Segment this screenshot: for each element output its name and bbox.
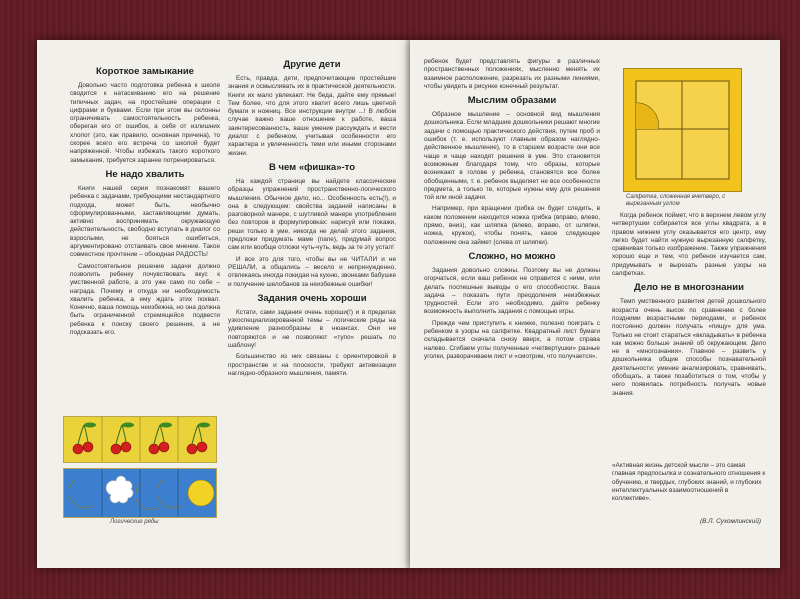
paragraph: Например, при вращении грибка он будет следить, в каком положении находится ножка грибка (вправо, влево, прямо, вниз), как шляпка (влево, вправо, от шляпки, ножка, кружок), чтобы понять, какое следующее положение она займет (слева от шляпки). — [424, 205, 600, 246]
right-column-2 — [612, 212, 766, 401]
paragraph: Самостоятельное решение задачи должно позволить ребенку почувствовать вкус к умственной работе, а это уже само по себе – награда. Почему и откуда ни необходимость хвалить ребенка, а ему ждать этих похвал. Конечно, ваша помощь неизбежна, но она должна быть ограниченной стремящейся подвести ребенка к поиску своего решения, а не подсказать его. — [70, 262, 220, 337]
paragraph: Когда ребенок поймет, что в верхнем левом углу четвертушки собирается все углы квадрата, а в правом нижнем углу оказывается его центр, ему легко будет найти нужную вырезанную салфетку, сравнивая только изображение. Также упражнения хорошо еще и тем, что ребенок изучается сам, придумывать и вырезать разные узоры на салфетках. — [612, 212, 766, 278]
heading-short-circuit: Короткое замыкание — [96, 66, 194, 77]
paragraph: ребенок будет представлять фигуры в различных пространственных положениях, мысленно менять их взаимное расположение, разрезать их разными линиями, чтобы увидеть в рисунке конечный результат. — [424, 58, 600, 90]
left-column-1 — [70, 62, 220, 340]
paragraph: На каждой странице вы найдете классические образцы упражнений пространственно-логического мышления. Обычное дело, но... Особенность есть(!), и она в следующем: свойства заданий написаны в разговорной манере, с шутливой манере употребления без повторов в формулировках: нарисуй или покажи, реши только в уме, никогда не делай этого задания, предложи придумать маме (папе), придумай вопрос сам или вообще отложи чуть-чуть, ведь за те эту устал! — [228, 177, 396, 252]
moon-icons — [64, 469, 216, 517]
paragraph: Кстати, сами задания очень хороши(!) и в пределах узкоспециализированной темы – логические ряды на удивление разнообразны в нюансах. Они не повторяются и не позволяют «тупо» решать по шаблону! — [228, 308, 396, 350]
heading-think-in-images: Мыслим образами — [467, 95, 557, 107]
heading-not-about-knowledge: Дело не в многознании — [634, 282, 744, 294]
heading-no-praise: Не надо хвалить — [105, 168, 185, 180]
napkin-caption: Салфетка, сложенная вчетверо, с вырезанным углом — [626, 194, 726, 207]
paragraph: Есть, правда, дети, предпочитающие простейшие знания и осмысливать их в практической деятельности. Книги их мало увлекают. Не беда, дайте ему прямые! Тем более, что для этого хватит всего лишь цветной бумаги и ножниц. Все инструкции внутри ...! В любом случае важно ваше отношение к работе, ваша заинтересованность, ваше умение рассуждать и вести диалог с ребенком, учитывая особенности его характера и увлеченность теми или иными сторонами жизни. — [228, 75, 396, 157]
right-column-1 — [424, 58, 600, 364]
folded-napkin-figure — [623, 68, 742, 192]
moons-logic-row — [63, 468, 217, 518]
heading-hard-but-possible: Сложно, но можно — [468, 250, 556, 262]
napkin-fold-drawing — [624, 69, 741, 191]
cherry-icons — [64, 417, 216, 462]
paragraph: Темп умственного развития детей дошкольного возраста очень высок по сравнению с более поздними возрастными периодами, и ребенок постоянно должен получать «пищу» для ума. Только не стоит стараться «вкладывать» в ребенка как можно больше знаний об окружающем. Дело не в «многознании». Главное – развить у дошкольника общие способы познавательной деятельности: умение анализировать, сравнивать, обобщать, а также позаботиться о том, чтобы у него появилась потребность получать новые знания. — [612, 298, 766, 397]
paragraph: Задания довольно сложны. Поэтому вы не должны огорчаться, если ваш ребенок не справится с ними, или делать поспешные выводы о его способностях. Ваша задача – показать пути преодоления неизбежных трудностей. Если это необходимо, дайте ребенку возможность выполнить задания с помощью игры. — [424, 266, 600, 316]
paragraph: Прежде чем приступить к книжке, полезно поиграть с ребенком в узоры на салфетке. Квадратный лист бумаги складывается сначала снизу вверх, а потом справа налево. Сгибаем углы полученные «четвертушки» разные уголки, разворачиваем лист и «смотрим, что получается». — [424, 319, 600, 360]
quote-author: (В.Л. Сухомлинский) — [700, 518, 762, 525]
paragraph: Образное мышление – основной вид мышления дошкольника. Если младшие дошкольники решают многие задачи с помощью практического действия, путем проб и ошибок (т. е. используют главным образом наглядно-действенное мышление), то в старшем возрасте они все чаще и чаще находят решения в уме. Это становится возможным благодаря тому, что образы, которые возникают в голове у ребенка, становятся все более обобщенными, т. е. ребенок выделяет не все особенности предмета, а только те, которые нужны ему для решения той или иной задачи. — [424, 111, 600, 202]
paragraph: Книги нашей серии познакомят вашего ребенка с задачами, требующими нестандартного подхода, может быть, необычно сформулированными, заставляющими думать, активно воспринимать окружающую действительность, свободно вступать в диалог со взрослыми, не бояться ошибиться, аргументировано отстаивать свое мнение. Такое совместное прочтение – обоюдная РАДОСТЬ! — [70, 184, 220, 259]
heading-other-children: Другие дети — [283, 59, 341, 70]
heading-tasks-very-good: Задания очень хороши — [257, 292, 367, 304]
quote: «Активная жизнь детской мысли – это самая главная предпосылка и сознательного отношения к обучению, и твердых, глубоких знаний, и глубоких интеллектуальных взаимоотношений в коллективе». — [612, 462, 766, 503]
paragraph: И все это для того, чтобы вы не ЧИТАЛИ и не РЕШАЛИ, а общались – весело и непринужденно, отвлекаясь иногда покидая на кухню, звонками бабушке и получение шелобанов за неизбежные ошибки! — [228, 255, 396, 288]
left-column-2 — [228, 55, 396, 381]
heading-whats-the-trick: В чем «фишка»-то — [268, 161, 355, 173]
paragraph: Довольно часто подготовка ребенка к школе сводится к натаскиванию его на решение типичных задач, на простейшие операции с цифрами и буквами. Если при этом вы склонны ограничивать самостоятельность ребенка, оберегая его от ошибок, а себя от излишних хлопот (это, как правило, основная причина), то скорее всего его встреча со школой будет напряженной. Чтобы избежать такого короткого замыкания, требуется заранее потренироваться. — [70, 82, 220, 164]
paragraph: Большинство из них связаны с ориентировкой в пространстве и на плоскости, требуют активизации наглядно-образного мышления, памяти. — [228, 353, 396, 377]
figure-caption: Логические ряды — [110, 519, 159, 525]
cherries-logic-row — [63, 416, 217, 463]
